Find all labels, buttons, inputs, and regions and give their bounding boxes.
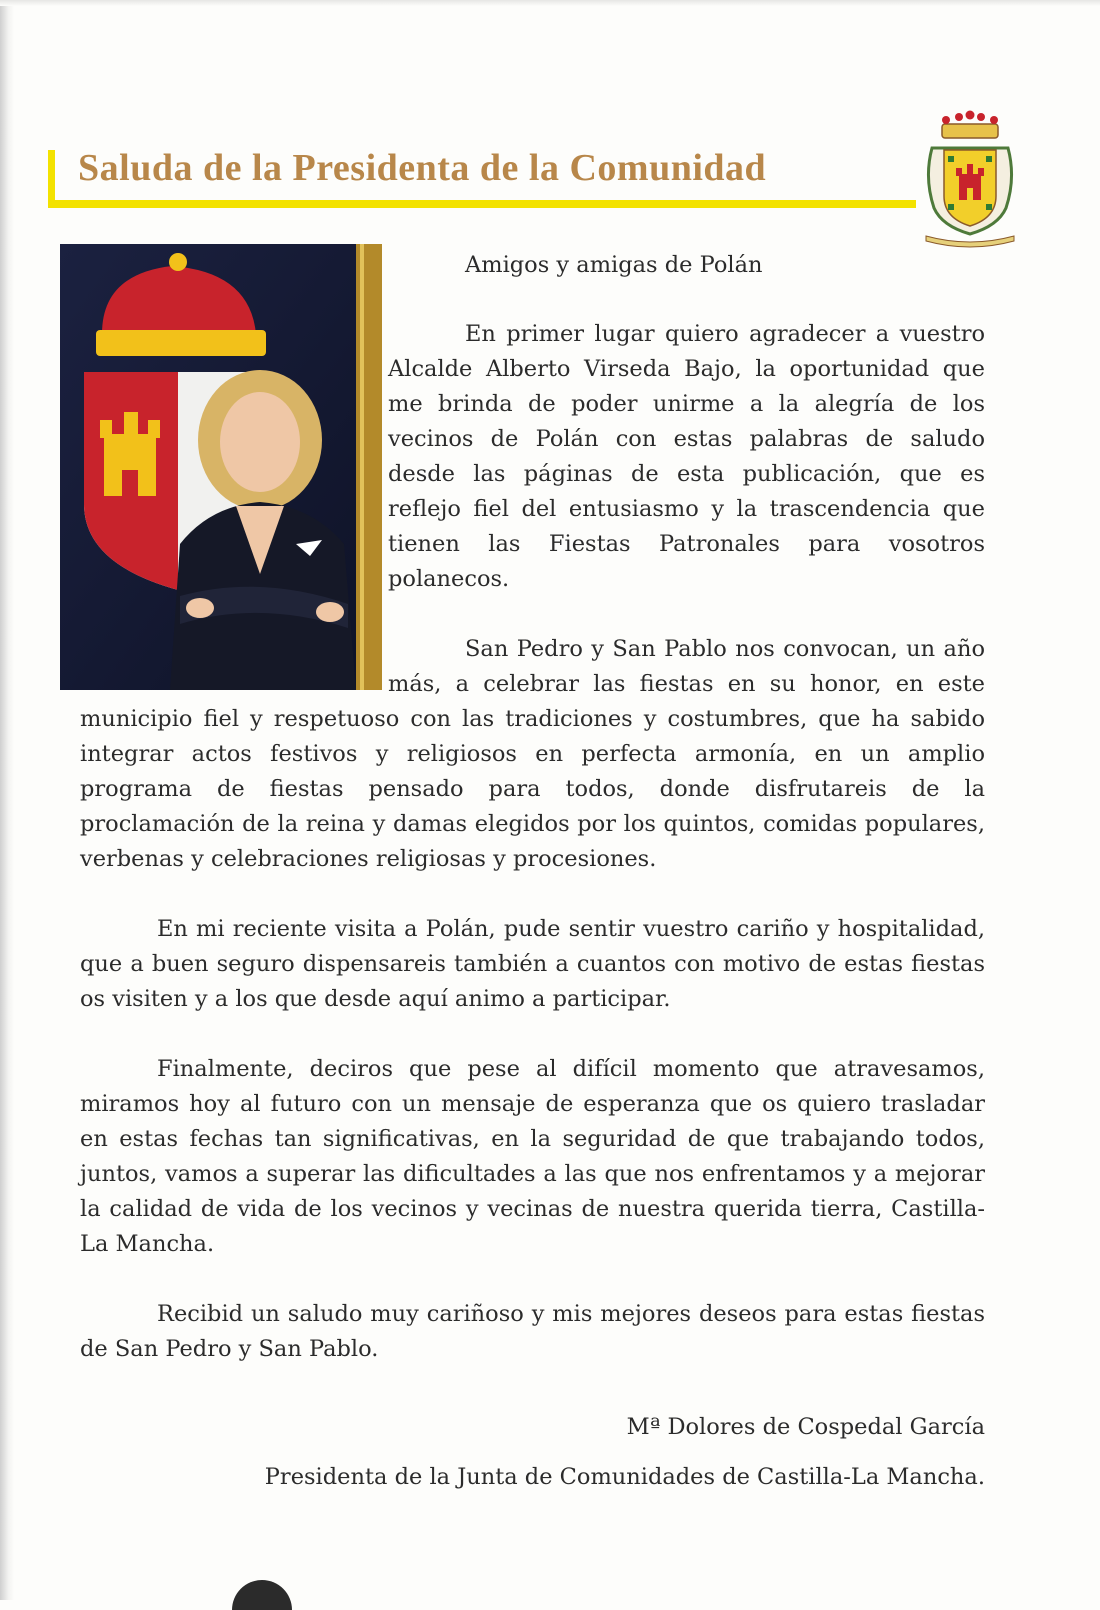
paragraph-2: San Pedro y San Pablo nos convocan, un año más, a celebrar las fiestas en su honor, en este municipio fiel y respetuoso con las tradiciones y costumbres, que ha sabido integrar actos festivos y religiosos en perfecta armonía, en un amplio programa de fiestas pensado para todos, donde disfrutareis de la proclamación de la reina y damas elegidos por los quintos, comidas populares, verbenas y celebraciones religiosas y procesiones. <box>80 636 985 872</box>
paragraph-5: Recibid un saludo muy cariñoso y mis mejores deseos para estas fiestas de San Pedro y San Pablo. <box>80 1301 985 1362</box>
greeting: Amigos y amigas de Polán <box>465 252 763 278</box>
signature-title: Presidenta de la Junta de Comunidades de Castilla-La Mancha. <box>264 1464 985 1490</box>
page-footer-mark <box>232 1580 292 1610</box>
title-underline-bar <box>48 200 916 208</box>
title-accent-bar <box>48 150 55 207</box>
signature-block <box>80 1402 985 1502</box>
letter-body <box>80 248 985 1502</box>
portrait-spacer <box>80 248 388 684</box>
paragraph-1: En primer lugar quiero agradecer a vuestro Alcalde Alberto Virseda Bajo, la oportunidad que me brinda de poder unirme a la alegría de los vecinos de Polán con estas palabras de saludo desde las páginas de esta publicación, que es reflejo fiel del entusiasmo y la trascendencia que tienen las Fiestas Patronales para vosotros polanecos. <box>388 321 985 592</box>
signature-name: Mª Dolores de Cospedal García <box>626 1414 985 1440</box>
page-title: Saluda de la Presidenta de la Comunidad <box>78 147 767 189</box>
municipal-coat-of-arms-icon <box>922 108 1018 248</box>
page-edge-top <box>0 0 1100 6</box>
paragraph-3: En mi reciente visita a Polán, pude sentir vuestro cariño y hospitalidad, que a buen seguro dispensareis también a cuantos con motivo de estas fiestas os visiten y a los que desde aquí animo a participar. <box>80 916 985 1012</box>
paragraph-4: Finalmente, deciros que pese al difícil momento que atravesamos, miramos hoy al futuro con un mensaje de esperanza que os quiero trasladar en estas fechas tan significativas, en la seguridad de que trabajando todos, juntos, vamos a superar las dificultades a las que nos enfrentamos y a mejorar la calidad de vida de los vecinos y vecinas de nuestra querida tierra, Castilla-La Mancha. <box>80 1056 985 1257</box>
page-edge <box>0 0 14 1600</box>
